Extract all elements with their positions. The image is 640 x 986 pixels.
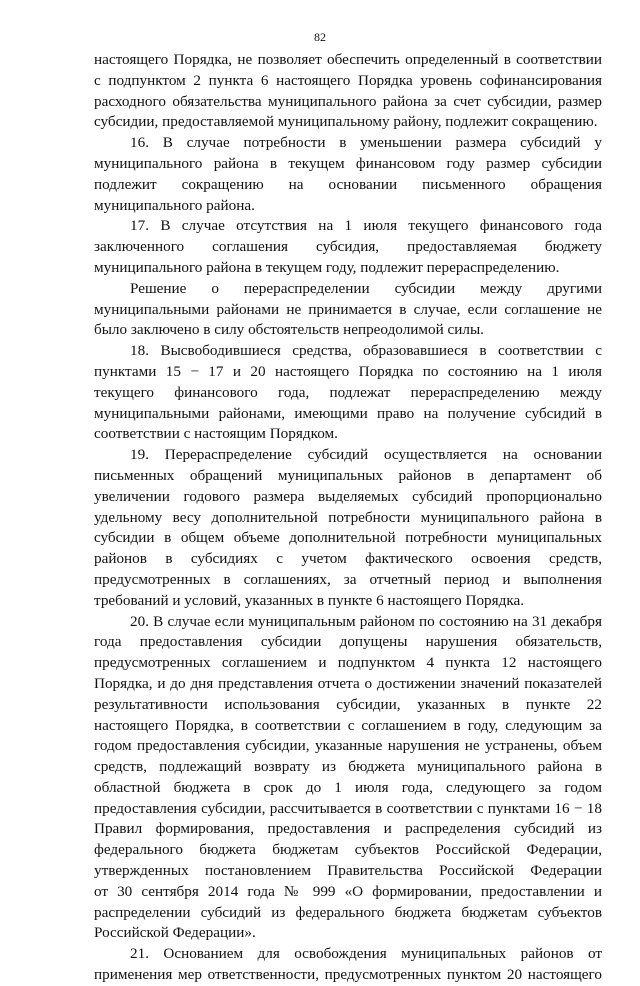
text-line: требований и условий, указанных в пункте 6 настоящего Порядка. <box>94 591 525 609</box>
text-line: 21. Основанием для освобождения муниципальных районов от <box>130 945 602 963</box>
text-line: расходного обязательства муниципального района за счет субсидии, размер <box>94 92 602 110</box>
text-line: предусмотренных соглашением и подпунктом 4 пункта 12 настоящего <box>94 654 602 672</box>
text-line: письменных обращений муниципальных районов в департамент об <box>94 466 602 484</box>
text-line: было заключено в силу обстоятельств непреодолимой силы. <box>94 321 484 339</box>
text-line: увеличении годового размера выделяемых субсидий пропорционально <box>94 487 602 505</box>
text-line: соответствии с настоящим Порядком. <box>94 425 338 443</box>
text-line: районов в субсидиях с учетом фактического освоения средств, <box>94 550 602 568</box>
text-line: настоящего Порядка, не позволяет обеспечить определенный в соответствии <box>94 51 602 68</box>
text-line: предоставления субсидии, рассчитывается в соответствии с пунктами 16 − 18 <box>94 799 602 817</box>
text-line: подлежит сокращению на основании письменного обращения <box>94 175 602 193</box>
text-line: текущего финансового года, подлежат перераспределению между <box>94 383 602 401</box>
text-line: 17. В случае отсутствия на 1 июля текущего финансового года <box>130 217 602 235</box>
text-line: годом предоставления субсидии, указанные нарушения не устранены, объем <box>94 737 602 755</box>
document-body <box>94 50 602 986</box>
text-line: применения мер ответственности, предусмотренных пунктом 20 настоящего <box>94 966 602 984</box>
text-line: результативности использования субсидии, указанных в пункте 22 <box>94 695 602 713</box>
text-line: муниципального района. <box>94 196 255 214</box>
text-line: 18. Высвободившиеся средства, образовавшиеся в соответствии с <box>130 342 602 360</box>
text-line: удельному весу дополнительной потребности муниципального района в <box>94 508 602 526</box>
text-line: пунктами 15 − 17 и 20 настоящего Порядка по состоянию на 1 июля <box>94 362 602 380</box>
text-line: утвержденных постановлением Правительства Российской Федерации <box>94 862 602 880</box>
text-line: средств, подлежащий возврату из бюджета муниципального района в <box>94 758 602 776</box>
text-line: субсидии в общем объеме дополнительной потребности муниципальных <box>94 529 602 547</box>
text-line: муниципального района в текущем финансовом году размер субсидии <box>94 154 602 172</box>
text-line: областной бюджета в срок до 1 июля года, следующего за годом <box>94 778 602 796</box>
text-line: муниципального района в текущем году, подлежит перераспределению. <box>94 258 560 276</box>
text-line: Российской Федерации». <box>94 924 256 942</box>
text-line: заключенного соглашения субсидия, предоставляемая бюджету <box>94 238 602 256</box>
page-number: 82 <box>314 30 326 44</box>
text-line: Правил формирования, предоставления и распределения субсидий из <box>94 820 602 838</box>
text-line: муниципальными районами не принимается в случае, если соглашение не <box>94 300 602 318</box>
text-line: федерального бюджета бюджетам субъектов Российской Федерации, <box>94 841 602 859</box>
text-line: 16. В случае потребности в уменьшении размера субсидий у <box>130 134 602 152</box>
text-line: года предоставления субсидии допущены нарушения обязательств, <box>94 633 602 651</box>
text-line: Порядка, и до дня представления отчета о достижении значений показателей <box>94 674 602 692</box>
text-line: распределении субсидий из федерального бюджета бюджетам субъектов <box>94 903 602 921</box>
text-line: 19. Перераспределение субсидий осуществляется на основании <box>130 446 602 464</box>
text-line: субсидии, предоставляемой муниципальному району, подлежит сокращению. <box>94 113 598 131</box>
text-line: муниципальными районами, имеющими право на получение субсидий в <box>94 404 602 422</box>
text-line: Решение о перераспределении субсидии между другими <box>130 279 602 297</box>
text-line: настоящего Порядка, в соответствии с соглашением в году, следующим за <box>94 716 602 734</box>
text-line: 20. В случае если муниципальным районом по состоянию на 31 декабря <box>130 612 602 630</box>
text-line: с подпунктом 2 пункта 6 настоящего Порядка уровень софинансирования <box>94 71 602 89</box>
text-line: от 30 сентября 2014 года № 999 «О формировании, предоставлении и <box>94 882 602 900</box>
text-line: предусмотренных в соглашениях, за отчетный период и выполнения <box>94 570 602 588</box>
